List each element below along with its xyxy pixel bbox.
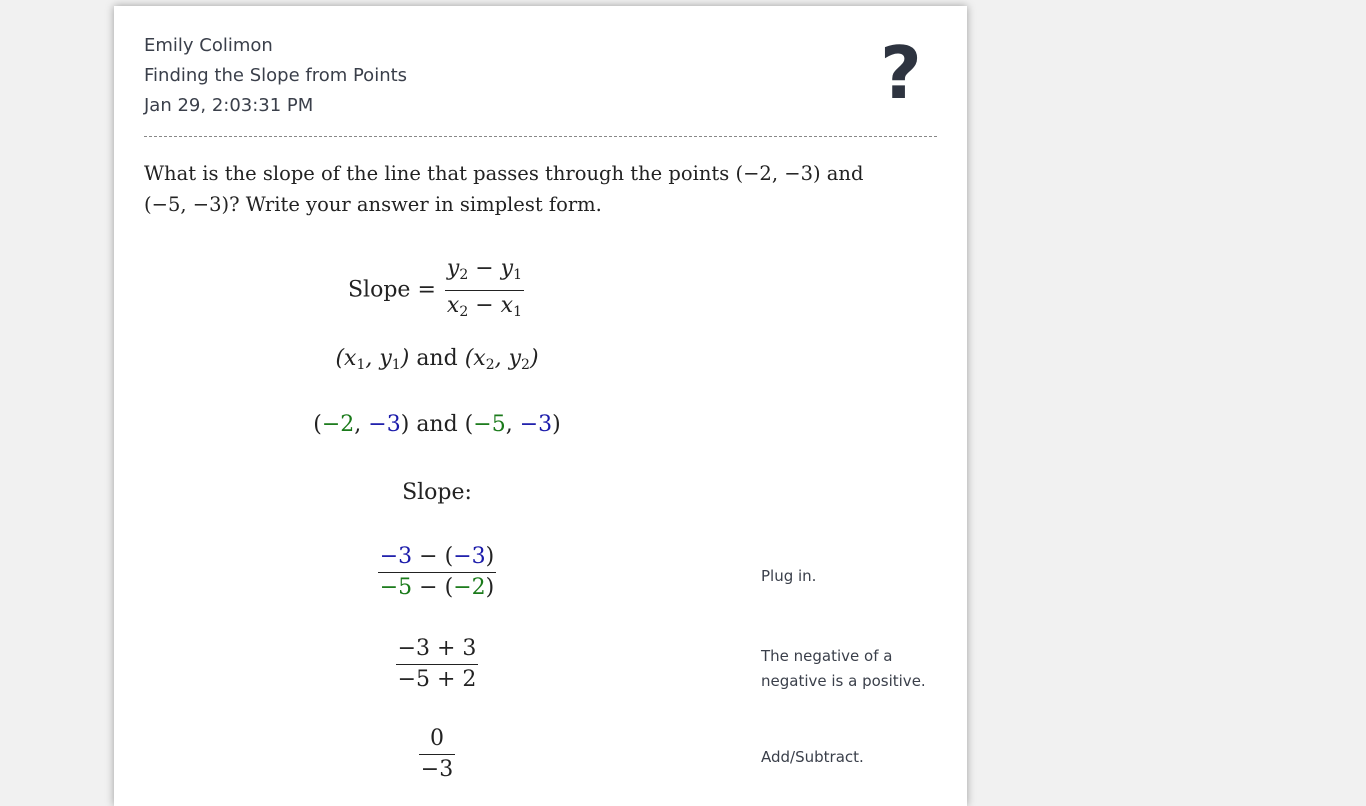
point1-y: −3: [368, 412, 401, 437]
point2-y: −3: [519, 412, 553, 437]
slope-formula-label: Slope: [347, 277, 411, 303]
slope-formula-fraction: [445, 254, 524, 327]
generic-and: and: [416, 346, 458, 371]
step2-note: The negative of a negative is a positive.: [761, 647, 926, 690]
question-point-1: (−2, −3): [735, 162, 821, 185]
point1-x: −2: [321, 412, 355, 437]
step2-fraction: [114, 634, 760, 695]
colored-and: and: [416, 412, 458, 437]
student-name: Emily Colimon: [144, 35, 273, 56]
lesson-title: Finding the Slope from Points: [144, 65, 408, 86]
question-and: and: [820, 162, 864, 185]
step1-denominator: −5 − (−2): [379, 575, 495, 600]
step2-denominator: −5 + 2: [397, 667, 477, 692]
step1-note: Plug in.: [761, 567, 817, 585]
step3-fraction: [114, 724, 760, 785]
step3-note: Add/Subtract.: [761, 748, 864, 766]
point2-x: −5: [473, 412, 506, 437]
step1-fraction: [114, 542, 760, 603]
question-point-2: (−5, −3): [144, 193, 230, 216]
generic-point-2: ($x_2$, $y_2$): [464, 346, 539, 373]
colored-points: (−2, −3) and (−5, −3): [313, 412, 561, 437]
divider: [144, 136, 937, 137]
question-prefix: What is the slope of the line that passes through the points: [144, 162, 736, 185]
equals-sign: =: [417, 277, 436, 303]
step1-numerator: −3 − (−3): [378, 542, 496, 573]
help-icon[interactable]: ?: [880, 31, 922, 115]
step2-numerator: −3 + 3: [396, 634, 479, 665]
question-suffix: ? Write your answer in simplest form.: [229, 193, 602, 216]
generic-point-1: ($x_1$, $y_1$): [335, 346, 410, 373]
timestamp: Jan 29, 2:03:31 PM: [144, 95, 314, 116]
formula-denominator: $x_2 - x_1$: [446, 293, 522, 320]
slope-label: Slope:: [402, 480, 472, 505]
question-text: [144, 158, 904, 220]
header-info: [144, 31, 407, 121]
step3-denominator: −3: [420, 757, 454, 782]
generic-points: [114, 346, 760, 373]
solution-card: [114, 6, 967, 806]
slope-formula: [114, 254, 760, 327]
formula-numerator: $y_2 - y_1$: [445, 254, 524, 291]
step3-numerator: 0: [419, 724, 455, 755]
